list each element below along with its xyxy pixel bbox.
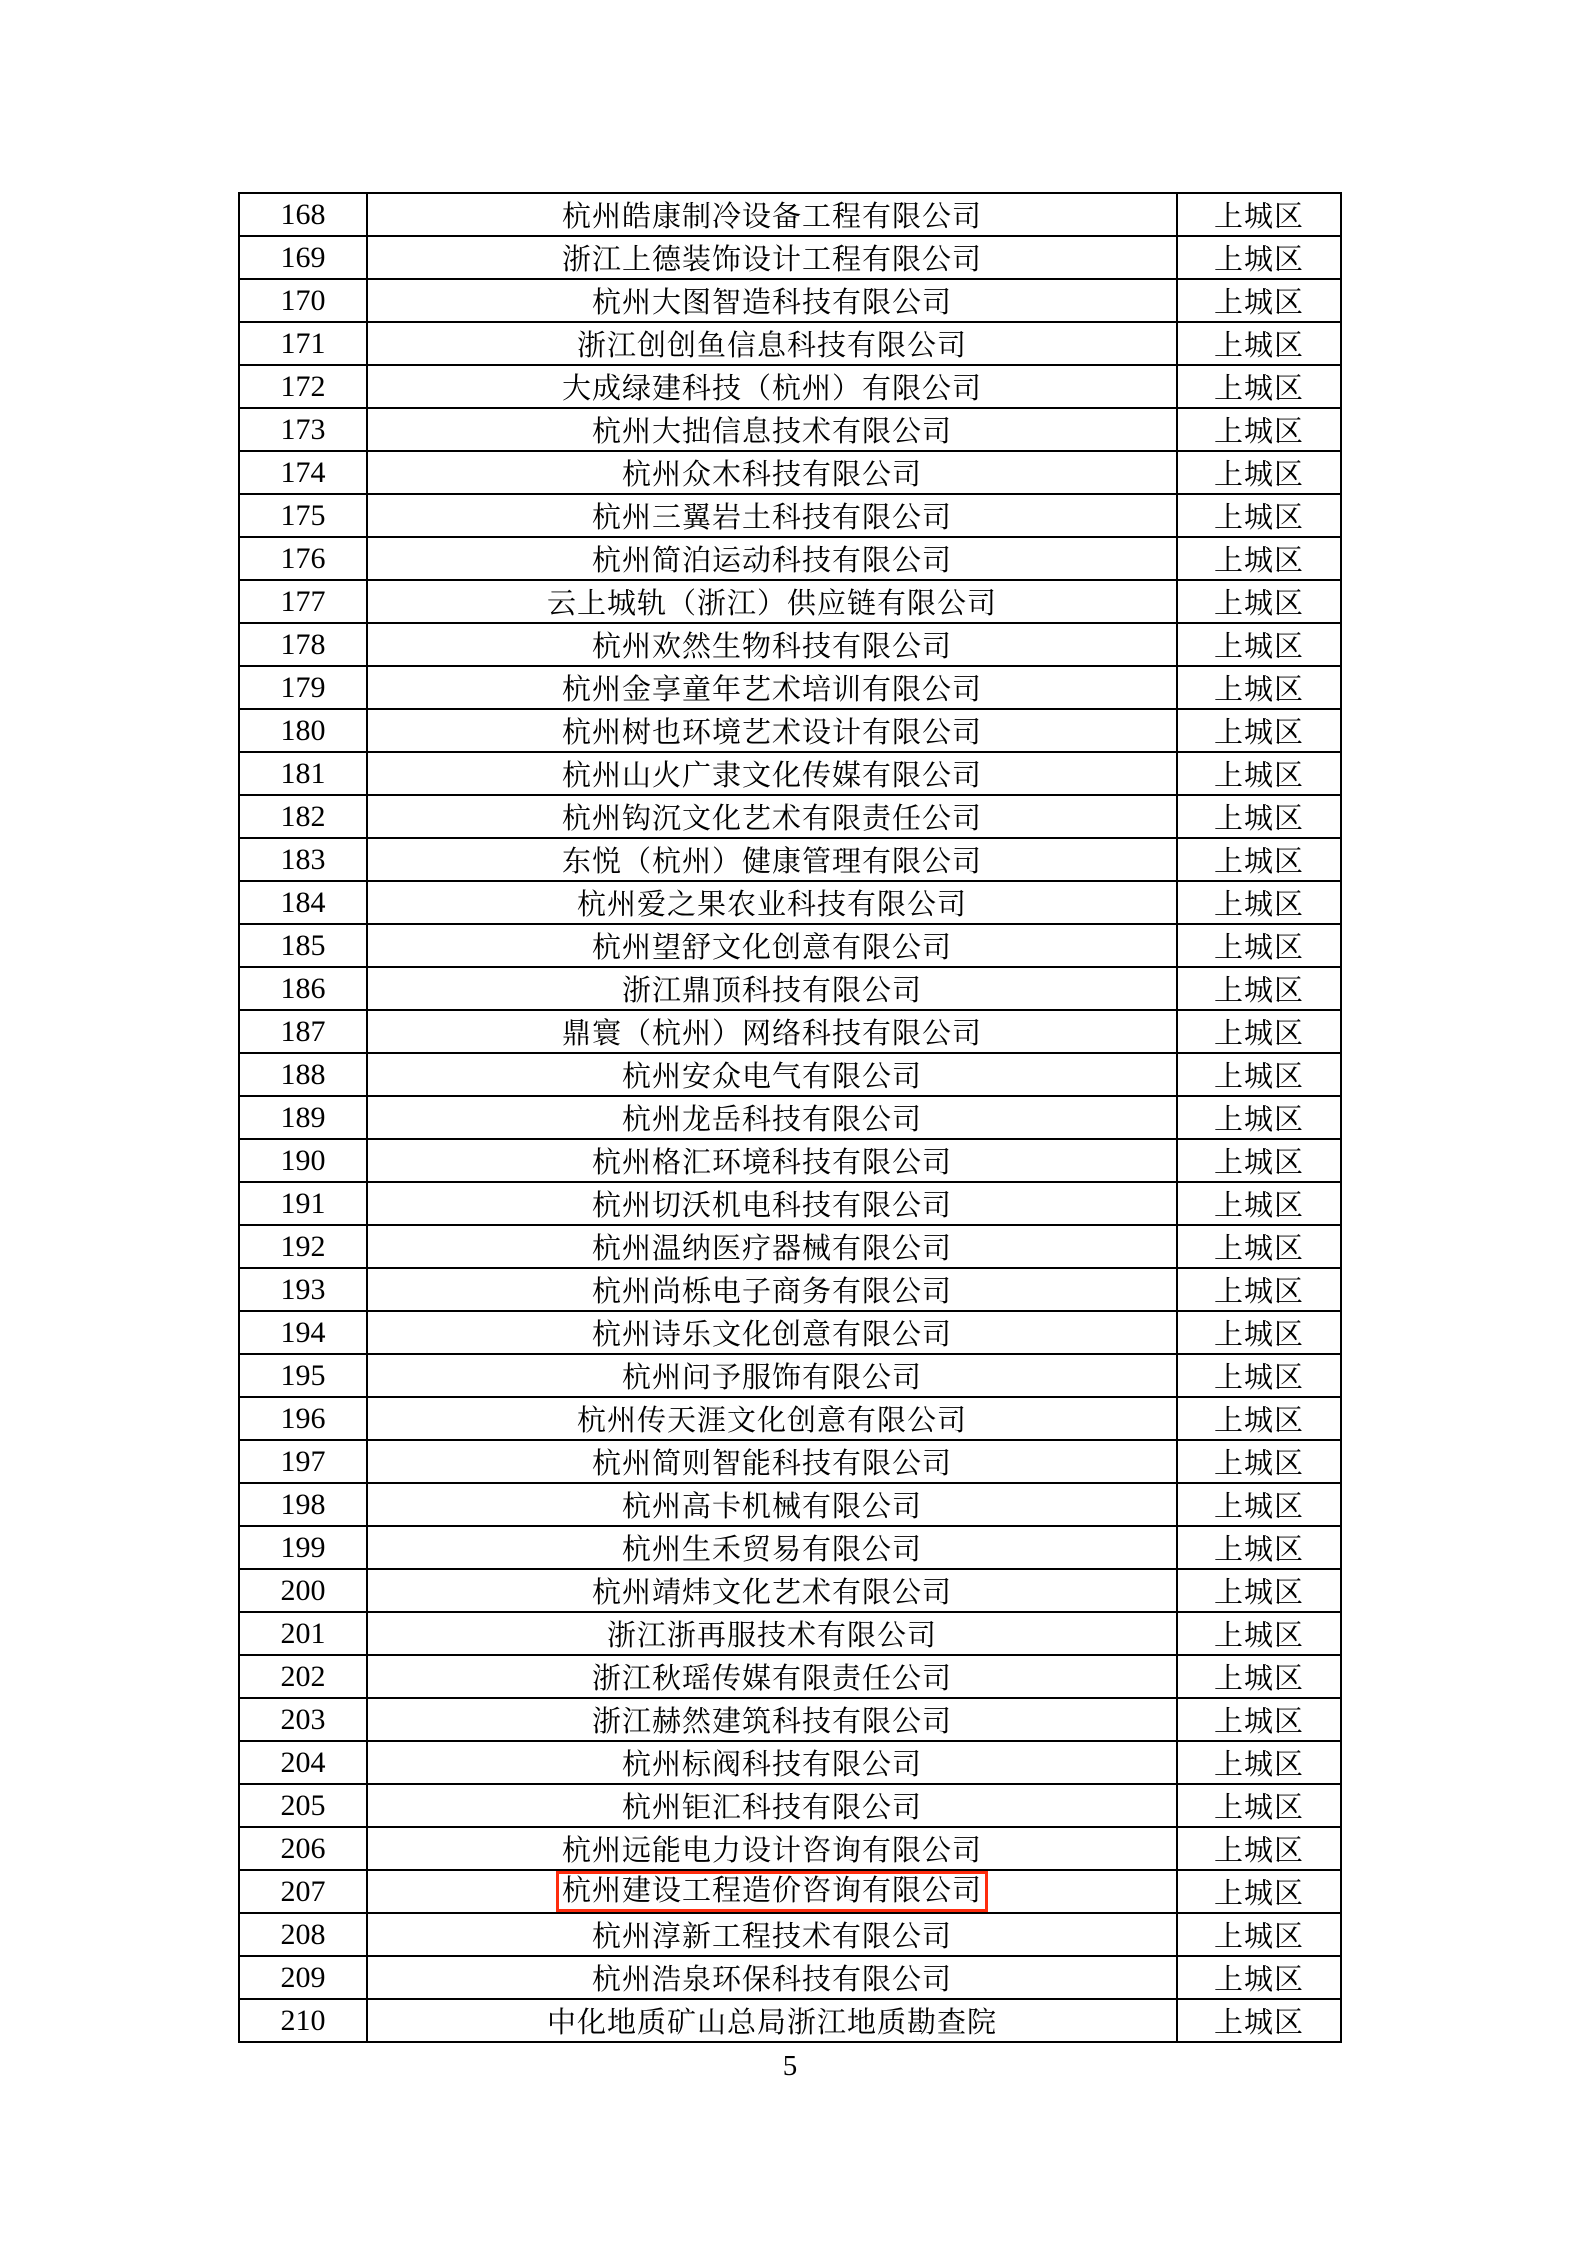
district-cell: 上城区: [1177, 1311, 1341, 1354]
table-row: [239, 1182, 1341, 1225]
district-cell: 上城区: [1177, 494, 1341, 537]
table-row: [239, 408, 1341, 451]
table-row: [239, 494, 1341, 537]
table-row: [239, 1655, 1341, 1698]
table-row: [239, 1612, 1341, 1655]
district-cell: 上城区: [1177, 1870, 1341, 1913]
company-name-cell: 浙江赫然建筑科技有限公司: [367, 1698, 1177, 1741]
district-cell: 上城区: [1177, 1440, 1341, 1483]
row-number-cell: 187: [239, 1010, 367, 1053]
district-cell: 上城区: [1177, 1956, 1341, 1999]
row-number-cell: 179: [239, 666, 367, 709]
company-table-body: [239, 193, 1341, 2042]
table-row: [239, 1225, 1341, 1268]
row-number-cell: 183: [239, 838, 367, 881]
company-name-cell: 大成绿建科技（杭州）有限公司: [367, 365, 1177, 408]
district-cell: 上城区: [1177, 1526, 1341, 1569]
row-number-cell: 177: [239, 580, 367, 623]
table-row: [239, 1268, 1341, 1311]
row-number-cell: 210: [239, 1999, 367, 2042]
row-number-cell: 170: [239, 279, 367, 322]
table-row: [239, 365, 1341, 408]
table-row: [239, 709, 1341, 752]
row-number-cell: 174: [239, 451, 367, 494]
company-name-cell: 杭州钜汇科技有限公司: [367, 1784, 1177, 1827]
company-name-cell: 杭州高卡机械有限公司: [367, 1483, 1177, 1526]
table-row: [239, 1913, 1341, 1956]
company-name-cell: 杭州龙岳科技有限公司: [367, 1096, 1177, 1139]
row-number-cell: 206: [239, 1827, 367, 1870]
row-number-cell: 172: [239, 365, 367, 408]
table-row: [239, 322, 1341, 365]
district-cell: 上城区: [1177, 752, 1341, 795]
company-name-cell: 杭州生禾贸易有限公司: [367, 1526, 1177, 1569]
district-cell: 上城区: [1177, 451, 1341, 494]
district-cell: 上城区: [1177, 1698, 1341, 1741]
company-name-cell: 杭州切沃机电科技有限公司: [367, 1182, 1177, 1225]
table-row: [239, 666, 1341, 709]
company-name-cell: 杭州大拙信息技术有限公司: [367, 408, 1177, 451]
company-name-cell: 浙江上德装饰设计工程有限公司: [367, 236, 1177, 279]
district-cell: 上城区: [1177, 1612, 1341, 1655]
district-cell: 上城区: [1177, 236, 1341, 279]
district-cell: 上城区: [1177, 1741, 1341, 1784]
row-number-cell: 191: [239, 1182, 367, 1225]
company-name-cell: 杭州传天涯文化创意有限公司: [367, 1397, 1177, 1440]
company-name-cell: 东悦（杭州）健康管理有限公司: [367, 838, 1177, 881]
row-number-cell: 194: [239, 1311, 367, 1354]
row-number-cell: 202: [239, 1655, 367, 1698]
row-number-cell: 182: [239, 795, 367, 838]
company-name-cell: 鼎寰（杭州）网络科技有限公司: [367, 1010, 1177, 1053]
table-row: [239, 1440, 1341, 1483]
company-name-cell: 杭州尚栎电子商务有限公司: [367, 1268, 1177, 1311]
district-cell: 上城区: [1177, 666, 1341, 709]
row-number-cell: 188: [239, 1053, 367, 1096]
company-name-cell: 杭州山火广隶文化传媒有限公司: [367, 752, 1177, 795]
table-row: [239, 881, 1341, 924]
table-row: [239, 1870, 1341, 1913]
highlighted-company-name: 杭州建设工程造价咨询有限公司: [556, 1871, 988, 1912]
row-number-cell: 199: [239, 1526, 367, 1569]
company-name-cell: 浙江秋瑶传媒有限责任公司: [367, 1655, 1177, 1698]
district-cell: 上城区: [1177, 537, 1341, 580]
table-row: [239, 537, 1341, 580]
row-number-cell: 209: [239, 1956, 367, 1999]
table-row: [239, 752, 1341, 795]
company-name-cell: 杭州淳新工程技术有限公司: [367, 1913, 1177, 1956]
row-number-cell: 189: [239, 1096, 367, 1139]
table-row: [239, 1010, 1341, 1053]
district-cell: 上城区: [1177, 967, 1341, 1010]
company-list-table: [238, 192, 1342, 2043]
table-row: [239, 279, 1341, 322]
row-number-cell: 192: [239, 1225, 367, 1268]
district-cell: 上城区: [1177, 924, 1341, 967]
district-cell: 上城区: [1177, 838, 1341, 881]
district-cell: 上城区: [1177, 1139, 1341, 1182]
table-row: [239, 1096, 1341, 1139]
district-cell: 上城区: [1177, 709, 1341, 752]
district-cell: 上城区: [1177, 1569, 1341, 1612]
row-number-cell: 176: [239, 537, 367, 580]
company-name-cell: 杭州诗乐文化创意有限公司: [367, 1311, 1177, 1354]
company-name-cell: 杭州树也环境艺术设计有限公司: [367, 709, 1177, 752]
table-row: [239, 1956, 1341, 1999]
table-row: [239, 967, 1341, 1010]
table-row: [239, 1827, 1341, 1870]
company-name-cell: 杭州格汇环境科技有限公司: [367, 1139, 1177, 1182]
district-cell: 上城区: [1177, 1483, 1341, 1526]
table-row: [239, 1784, 1341, 1827]
district-cell: 上城区: [1177, 408, 1341, 451]
row-number-cell: 181: [239, 752, 367, 795]
district-cell: 上城区: [1177, 1096, 1341, 1139]
table-row: [239, 1354, 1341, 1397]
row-number-cell: 204: [239, 1741, 367, 1784]
company-name-cell: 杭州温纳医疗器械有限公司: [367, 1225, 1177, 1268]
company-name-cell: 杭州问予服饰有限公司: [367, 1354, 1177, 1397]
table-row: [239, 1526, 1341, 1569]
row-number-cell: 195: [239, 1354, 367, 1397]
table-row: [239, 1569, 1341, 1612]
company-name-cell: 杭州钩沉文化艺术有限责任公司: [367, 795, 1177, 838]
table-row: [239, 795, 1341, 838]
table-row: [239, 1139, 1341, 1182]
district-cell: 上城区: [1177, 1397, 1341, 1440]
district-cell: 上城区: [1177, 322, 1341, 365]
row-number-cell: 173: [239, 408, 367, 451]
table-row: [239, 1999, 1341, 2042]
district-cell: 上城区: [1177, 1913, 1341, 1956]
company-name-cell: 杭州大图智造科技有限公司: [367, 279, 1177, 322]
company-name-cell: 杭州简则智能科技有限公司: [367, 1440, 1177, 1483]
table-row: [239, 193, 1341, 236]
company-name-cell: 杭州皓康制冷设备工程有限公司: [367, 193, 1177, 236]
district-cell: 上城区: [1177, 365, 1341, 408]
company-name-cell: 杭州标阀科技有限公司: [367, 1741, 1177, 1784]
company-name-cell: 杭州远能电力设计咨询有限公司: [367, 1827, 1177, 1870]
table-row: [239, 1741, 1341, 1784]
row-number-cell: 196: [239, 1397, 367, 1440]
row-number-cell: 175: [239, 494, 367, 537]
row-number-cell: 180: [239, 709, 367, 752]
district-cell: 上城区: [1177, 1182, 1341, 1225]
table-row: [239, 1483, 1341, 1526]
district-cell: 上城区: [1177, 1268, 1341, 1311]
company-name-cell: 杭州简泊运动科技有限公司: [367, 537, 1177, 580]
district-cell: 上城区: [1177, 1053, 1341, 1096]
row-number-cell: 203: [239, 1698, 367, 1741]
district-cell: 上城区: [1177, 1225, 1341, 1268]
table-row: [239, 838, 1341, 881]
table-row: [239, 580, 1341, 623]
row-number-cell: 207: [239, 1870, 367, 1913]
company-name-cell: 杭州金享童年艺术培训有限公司: [367, 666, 1177, 709]
company-name-cell: 杭州靖炜文化艺术有限公司: [367, 1569, 1177, 1612]
company-name-cell: 杭州安众电气有限公司: [367, 1053, 1177, 1096]
table-row: [239, 1311, 1341, 1354]
row-number-cell: 185: [239, 924, 367, 967]
district-cell: 上城区: [1177, 1827, 1341, 1870]
page-number: 5: [782, 2050, 798, 2082]
company-name-cell: 云上城轨（浙江）供应链有限公司: [367, 580, 1177, 623]
company-name-cell: 浙江鼎顶科技有限公司: [367, 967, 1177, 1010]
district-cell: 上城区: [1177, 279, 1341, 322]
row-number-cell: 169: [239, 236, 367, 279]
row-number-cell: 205: [239, 1784, 367, 1827]
company-name-cell: 杭州欢然生物科技有限公司: [367, 623, 1177, 666]
company-name-cell: 中化地质矿山总局浙江地质勘查院: [367, 1999, 1177, 2042]
district-cell: 上城区: [1177, 1655, 1341, 1698]
district-cell: 上城区: [1177, 193, 1341, 236]
district-cell: 上城区: [1177, 580, 1341, 623]
district-cell: 上城区: [1177, 1784, 1341, 1827]
company-name-cell: 杭州三翼岩土科技有限公司: [367, 494, 1177, 537]
company-name-cell: 杭州爱之果农业科技有限公司: [367, 881, 1177, 924]
table-row: [239, 1053, 1341, 1096]
row-number-cell: 197: [239, 1440, 367, 1483]
company-name-cell: 浙江浙再服技术有限公司: [367, 1612, 1177, 1655]
row-number-cell: 198: [239, 1483, 367, 1526]
row-number-cell: 208: [239, 1913, 367, 1956]
row-number-cell: 200: [239, 1569, 367, 1612]
table-row: [239, 1397, 1341, 1440]
company-name-cell: 杭州众木科技有限公司: [367, 451, 1177, 494]
table-row: [239, 451, 1341, 494]
row-number-cell: 186: [239, 967, 367, 1010]
district-cell: 上城区: [1177, 623, 1341, 666]
company-name-cell: 杭州浩泉环保科技有限公司: [367, 1956, 1177, 1999]
row-number-cell: 178: [239, 623, 367, 666]
table-row: [239, 1698, 1341, 1741]
district-cell: 上城区: [1177, 1010, 1341, 1053]
company-name-cell: [367, 1870, 1177, 1913]
row-number-cell: 168: [239, 193, 367, 236]
district-cell: 上城区: [1177, 795, 1341, 838]
company-name-cell: 杭州望舒文化创意有限公司: [367, 924, 1177, 967]
row-number-cell: 171: [239, 322, 367, 365]
table-row: [239, 236, 1341, 279]
district-cell: 上城区: [1177, 881, 1341, 924]
table-row: [239, 623, 1341, 666]
district-cell: 上城区: [1177, 1354, 1341, 1397]
row-number-cell: 190: [239, 1139, 367, 1182]
row-number-cell: 193: [239, 1268, 367, 1311]
company-name-cell: 浙江创创鱼信息科技有限公司: [367, 322, 1177, 365]
row-number-cell: 184: [239, 881, 367, 924]
district-cell: 上城区: [1177, 1999, 1341, 2042]
row-number-cell: 201: [239, 1612, 367, 1655]
table-row: [239, 924, 1341, 967]
